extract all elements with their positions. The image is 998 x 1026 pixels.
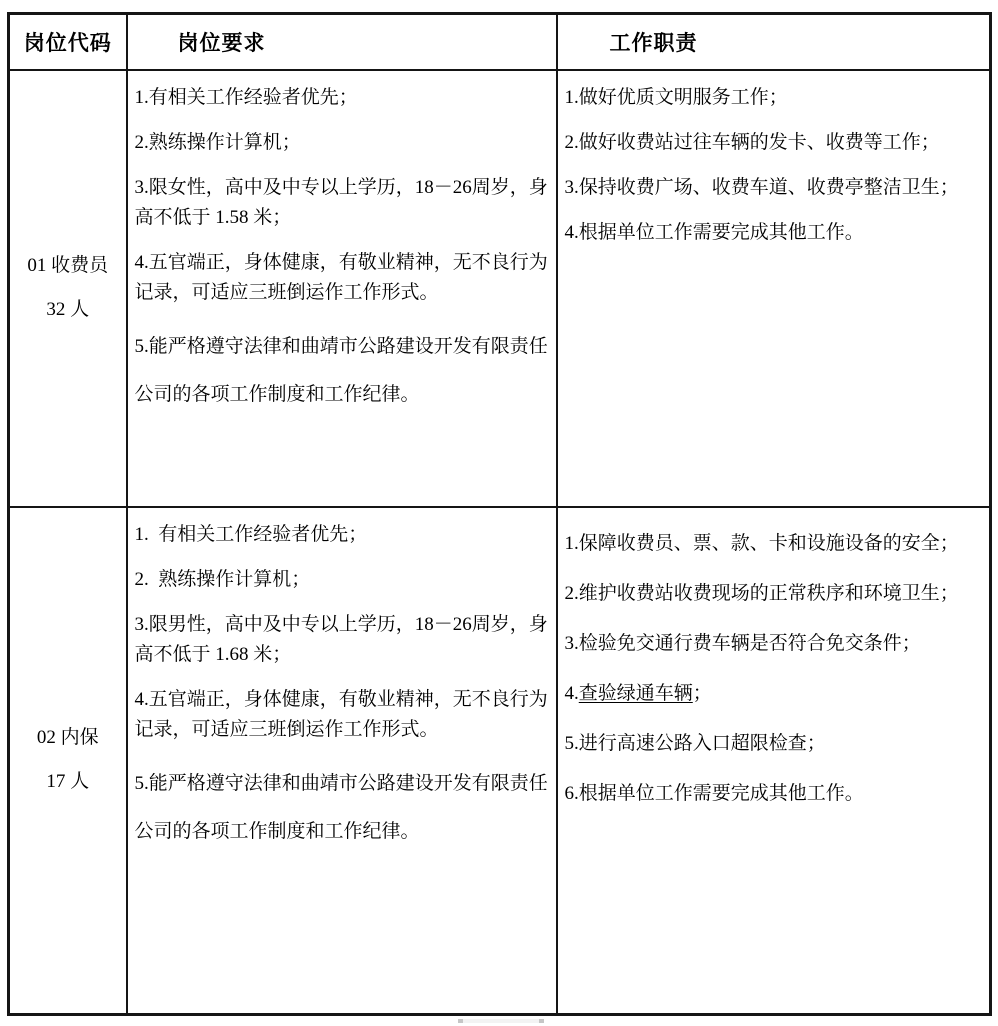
requirement-item: 5.能严格遵守法律和曲靖市公路建设开发有限责任公司的各项工作制度和工作纪律。: [134, 335, 548, 405]
requirement-item: 1. 有相关工作经验者优先；: [134, 523, 368, 545]
requirement-item: 3.限女性，高中及中专以上学历，18－26周岁，身高不低于 1.58 米；: [134, 176, 548, 228]
duty-item: 2.维护收费站收费现场的正常秩序和环境卫生；: [564, 582, 959, 604]
duty-item-number: 4.: [564, 682, 579, 704]
position-code-label: 01 收费员: [27, 255, 109, 276]
position-count-label: 32 人: [46, 299, 90, 320]
duties-cell: [557, 507, 991, 1015]
duty-item: 2.做好收费站过往车辆的发卡、收费等工作；: [564, 131, 940, 153]
header-job-duties: 工作职责: [557, 14, 991, 70]
requirement-item: 2. 熟练操作计算机；: [134, 568, 311, 590]
requirement-item: 2.熟练操作计算机；: [134, 131, 301, 153]
header-position-code: 岗位代码: [9, 14, 127, 70]
job-positions-table: [7, 12, 992, 1016]
position-code-label: 02 内保: [36, 727, 99, 749]
header-row: [9, 14, 991, 70]
duty-item: 4.根据单位工作需要完成其他工作。: [564, 221, 864, 243]
header-position-requirements: 岗位要求: [127, 14, 557, 70]
requirements-cell: [127, 507, 557, 1015]
requirement-item: 1.有相关工作经验者优先；: [134, 86, 358, 108]
duty-item: [565, 670, 984, 718]
duty-item: 1.做好优质文明服务工作；: [564, 86, 788, 108]
duties-cell: [557, 70, 991, 507]
table-row-internal-security: [9, 507, 991, 1015]
requirement-item: 4.五官端正，身体健康，有敬业精神，无不良行为记录，可适应三班倒运作工作形式。: [134, 688, 548, 740]
duty-item: 3.检验免交通行费车辆是否符合免交条件；: [564, 632, 921, 654]
position-count-label: 17 人: [46, 771, 90, 793]
duty-item: 1.保障收费员、票、款、卡和设施设备的安全；: [564, 532, 959, 554]
duty-item: 3.保持收费广场、收费车道、收费亭整洁卫生；: [564, 176, 959, 198]
duty-item-punctuation: ；: [692, 682, 712, 704]
requirements-cell: [127, 70, 557, 507]
requirement-item: 5.能严格遵守法律和曲靖市公路建设开发有限责任公司的各项工作制度和工作纪律。: [134, 772, 548, 842]
requirement-item: 4.五官端正，身体健康，有敬业精神，无不良行为记录，可适应三班倒运作工作形式。: [134, 251, 548, 303]
duty-item-underlined-text: 查验绿通车辆: [578, 682, 693, 704]
table-row-toll-collector: [9, 70, 991, 507]
scrollbar-artifact: [458, 1019, 544, 1023]
position-code-cell: [9, 507, 127, 1015]
duty-item: 6.根据单位工作需要完成其他工作。: [564, 782, 864, 804]
requirement-item: 3.限男性，高中及中专以上学历，18－26周岁，身高不低于 1.68 米；: [134, 613, 548, 665]
duty-item: 5.进行高速公路入口超限检查；: [564, 732, 826, 754]
position-code-cell: [9, 70, 127, 507]
